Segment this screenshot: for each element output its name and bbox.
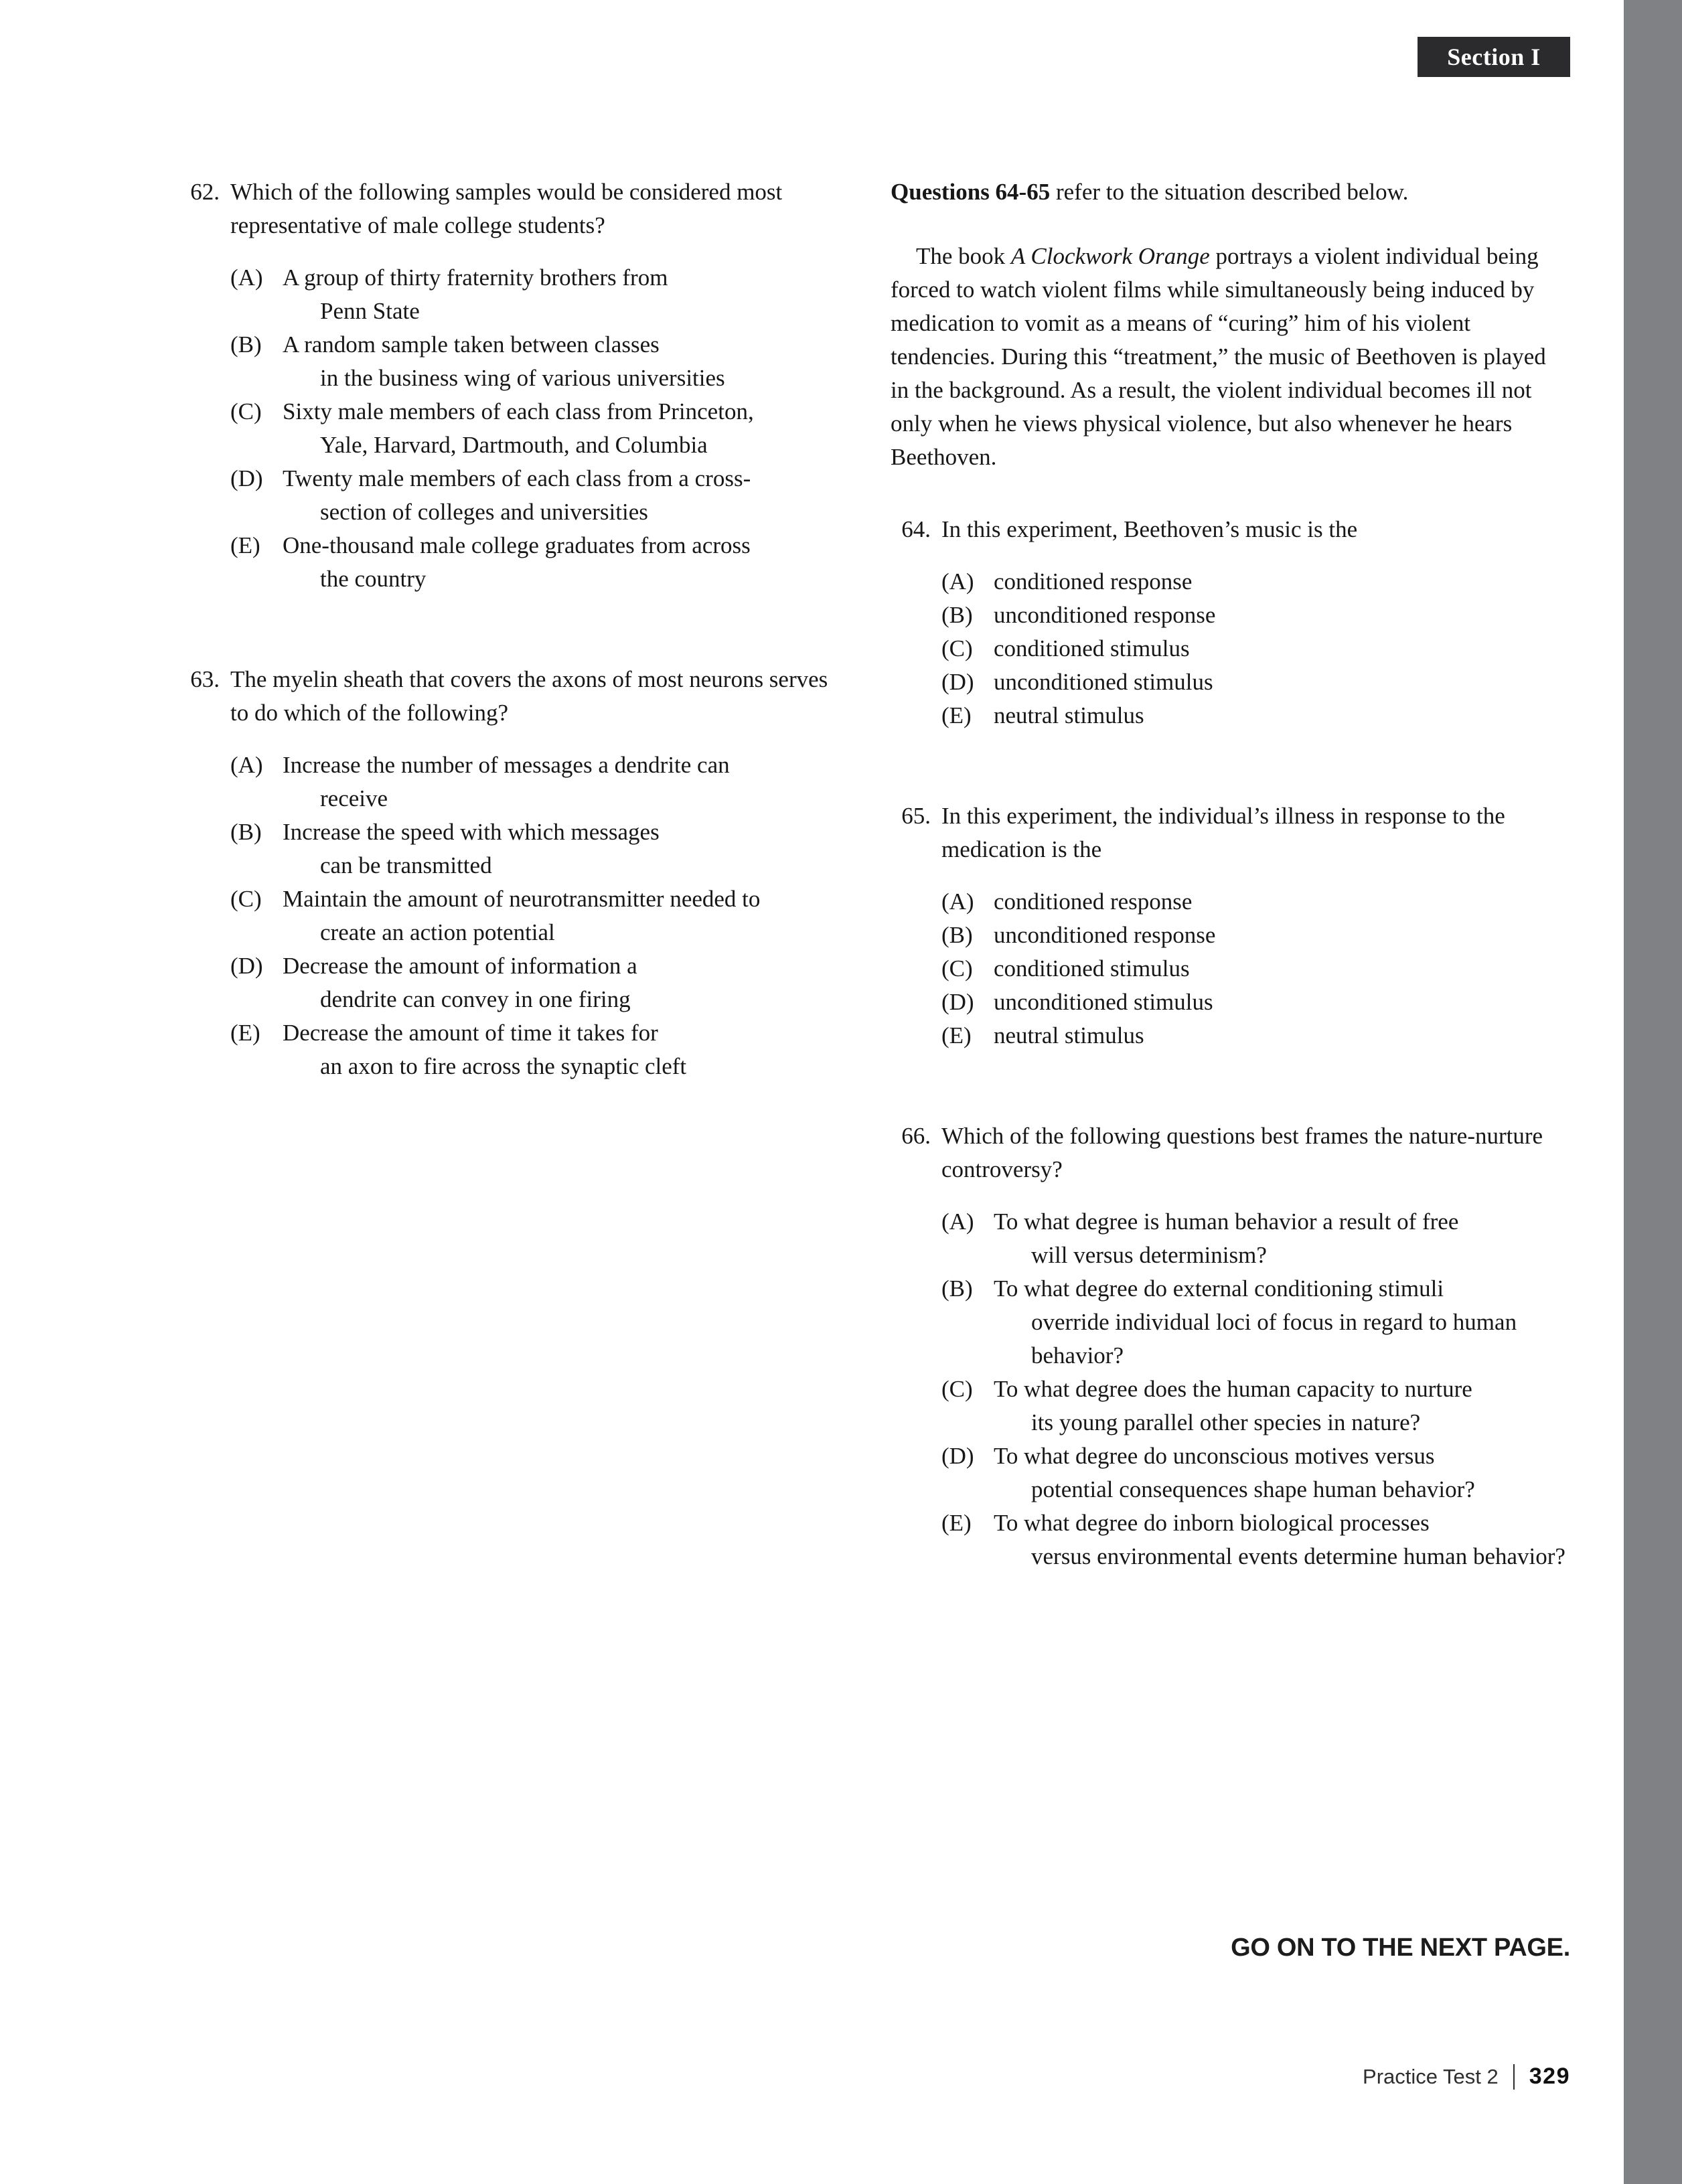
question-63-choices — [179, 749, 849, 1083]
choice-65-a[interactable] — [941, 885, 1567, 919]
choice-text-line1: One-thousand male college graduates from across — [283, 532, 751, 558]
choice-letter: (B) — [941, 1275, 973, 1302]
choice-text-line1: unconditioned stimulus — [994, 669, 1213, 695]
choice-letter: (E) — [941, 1510, 972, 1536]
choice-text-line2: section of colleges and universities — [320, 499, 648, 525]
choice-text-line2: override individual loci of focus in regard to human behavior? — [1031, 1309, 1517, 1369]
choice-text-line1: unconditioned response — [994, 602, 1216, 628]
section-badge-label: Section I — [1447, 44, 1541, 70]
choice-letter: (E) — [230, 1020, 260, 1046]
passage-body-part2: portrays a violent individual being forced to watch violent films while simultaneously being induced by medication to vomit as a means of “curing” him of his violent tendencies. During this “treatment,” the music of Beethoven is played in the background. As a result, the violent individual becomes ill not only when he views physical violence, but also whenever he hears Beethoven. — [891, 243, 1546, 470]
choice-text-line1: A group of thirty fraternity brothers from — [283, 264, 668, 291]
choice-letter: (A) — [941, 888, 974, 915]
choice-text-line1: Maintain the amount of neurotransmitter needed to — [283, 886, 761, 912]
choice-text-line1: conditioned stimulus — [994, 635, 1190, 661]
choice-letter: (A) — [941, 568, 974, 595]
choice-text-line1: To what degree do inborn biological processes — [994, 1510, 1430, 1536]
choice-text-line1: Decrease the amount of time it takes for — [283, 1020, 658, 1046]
choice-66-e[interactable] — [941, 1506, 1567, 1573]
left-column — [179, 175, 849, 1121]
question-66-stem-wrap — [891, 1119, 1567, 1186]
choice-letter: (B) — [230, 819, 262, 845]
question-64 — [891, 513, 1567, 732]
question-gap — [891, 1090, 1567, 1119]
choice-62-e[interactable] — [230, 529, 849, 596]
choice-text-line2: in the business wing of various universities — [320, 365, 725, 391]
choice-62-b[interactable] — [230, 328, 849, 395]
footer-divider — [1513, 2064, 1515, 2090]
right-gutter-band — [1624, 0, 1682, 2184]
choice-63-c[interactable] — [230, 882, 849, 949]
choice-65-d[interactable] — [941, 986, 1567, 1019]
choice-text-line2: dendrite can convey in one firing — [320, 986, 631, 1012]
choice-text-line1: unconditioned response — [994, 922, 1216, 948]
question-64-stem-wrap — [891, 513, 1567, 546]
choice-letter: (A) — [230, 752, 263, 778]
choice-63-d[interactable] — [230, 949, 849, 1016]
passage-header-bold: Questions 64-65 — [891, 179, 1051, 205]
go-on-to-next-page-notice — [0, 1934, 1570, 1962]
choice-text-line2: Yale, Harvard, Dartmouth, and Columbia — [320, 432, 708, 458]
choice-64-c[interactable] — [941, 632, 1567, 666]
question-63 — [179, 663, 849, 1083]
choice-letter: (E) — [230, 532, 260, 558]
footer-page-number: 329 — [1529, 2063, 1570, 2089]
question-65-stem-wrap — [891, 799, 1567, 866]
choice-62-d[interactable] — [230, 462, 849, 529]
question-63-number: 63. — [190, 666, 220, 692]
choice-64-e[interactable] — [941, 699, 1567, 732]
question-64-number: 64. — [901, 516, 931, 542]
choice-letter: (D) — [941, 989, 974, 1015]
question-63-stem: The myelin sheath that covers the axons of most neurons serves to do which of the following? — [230, 666, 828, 726]
question-63-stem-wrap — [179, 663, 849, 730]
footer-test-label: Practice Test 2 — [1363, 2064, 1499, 2088]
choice-letter: (D) — [230, 465, 263, 491]
choice-text-line1: To what degree do unconscious motives versus — [994, 1443, 1435, 1469]
passage-body — [891, 240, 1567, 474]
choice-text-line1: A random sample taken between classes — [283, 331, 660, 358]
choice-text-line1: Sixty male members of each class from Princeton, — [283, 398, 754, 424]
choice-letter: (B) — [941, 922, 973, 948]
question-65-choices — [891, 885, 1567, 1052]
choice-text-line1: neutral stimulus — [994, 1022, 1144, 1048]
question-65-number: 65. — [901, 803, 931, 829]
choice-text-line2: will versus determinism? — [1031, 1242, 1267, 1268]
choice-64-b[interactable] — [941, 599, 1567, 632]
passage-header — [891, 175, 1567, 209]
choice-text-line2: create an action potential — [320, 919, 555, 945]
choice-66-d[interactable] — [941, 1439, 1567, 1506]
section-badge — [1418, 37, 1570, 77]
question-62-stem-wrap — [179, 175, 849, 242]
choice-text-line2: the country — [320, 566, 427, 592]
choice-62-c[interactable] — [230, 395, 849, 462]
passage-book-title: A Clockwork Orange — [1010, 243, 1210, 269]
choice-66-a[interactable] — [941, 1205, 1567, 1272]
choice-66-c[interactable] — [941, 1373, 1567, 1439]
two-column-body — [0, 175, 1624, 1889]
question-62-choices — [179, 261, 849, 596]
choice-text-line1: Increase the speed with which messages — [283, 819, 660, 845]
question-64-stem: In this experiment, Beethoven’s music is the — [941, 516, 1358, 542]
choice-65-b[interactable] — [941, 919, 1567, 952]
choice-63-b[interactable] — [230, 815, 849, 882]
choice-text-line1: To what degree does the human capacity to nurture — [994, 1376, 1472, 1402]
choice-text-line1: unconditioned stimulus — [994, 989, 1213, 1015]
question-gap — [179, 633, 849, 663]
next-page-label: GO ON TO THE NEXT PAGE. — [1231, 1934, 1570, 1962]
choice-letter: (C) — [230, 886, 262, 912]
choice-64-d[interactable] — [941, 666, 1567, 699]
choice-64-a[interactable] — [941, 565, 1567, 599]
choice-text-line1: conditioned response — [994, 568, 1193, 595]
choice-letter: (A) — [941, 1208, 974, 1235]
choice-text-line1: Decrease the amount of information a — [283, 953, 637, 979]
question-66-stem: Which of the following questions best frames the nature-nurture controversy? — [941, 1123, 1543, 1182]
choice-65-c[interactable] — [941, 952, 1567, 986]
choice-letter: (C) — [230, 398, 262, 424]
page-footer — [0, 2063, 1570, 2090]
choice-63-e[interactable] — [230, 1016, 849, 1083]
choice-text-line1: To what degree is human behavior a result of free — [994, 1208, 1459, 1235]
choice-text-line2: its young parallel other species in nature? — [1031, 1409, 1421, 1435]
choice-62-a[interactable] — [230, 261, 849, 328]
right-column — [891, 175, 1567, 1611]
question-62-number: 62. — [190, 179, 220, 205]
question-66-choices — [891, 1205, 1567, 1573]
question-66 — [891, 1119, 1567, 1573]
choice-letter: (C) — [941, 635, 973, 661]
choice-text-line1: conditioned stimulus — [994, 955, 1190, 982]
question-62 — [179, 175, 849, 596]
passage-body-part1: The book — [916, 243, 1011, 269]
choice-letter: (B) — [941, 602, 973, 628]
question-65-stem: In this experiment, the individual’s illness in response to the medication is the — [941, 803, 1505, 862]
choice-letter: (A) — [230, 264, 263, 291]
choice-letter: (B) — [230, 331, 262, 358]
choice-text-line2: can be transmitted — [320, 852, 492, 878]
choice-letter: (D) — [230, 953, 263, 979]
choice-text-line2: an axon to fire across the synaptic cleft — [320, 1053, 687, 1079]
choice-text-line1: Twenty male members of each class from a cross- — [283, 465, 751, 491]
choice-text-line1: neutral stimulus — [994, 702, 1144, 728]
choice-letter: (C) — [941, 1376, 973, 1402]
choice-text-line1: Increase the number of messages a dendrite can — [283, 752, 730, 778]
choice-text-line2: receive — [320, 785, 388, 811]
choice-letter: (E) — [941, 1022, 972, 1048]
question-65 — [891, 799, 1567, 1052]
choice-66-b[interactable] — [941, 1272, 1567, 1373]
question-64-choices — [891, 565, 1567, 732]
choice-63-a[interactable] — [230, 749, 849, 815]
passage-header-rest: refer to the situation described below. — [1050, 179, 1409, 205]
choice-text-line1: To what degree do external conditioning stimuli — [994, 1275, 1444, 1302]
question-66-number: 66. — [901, 1123, 931, 1149]
question-62-stem: Which of the following samples would be considered most representative of male college students? — [230, 179, 783, 238]
choice-text-line2: potential consequences shape human behavior? — [1031, 1476, 1475, 1502]
choice-text-line1: conditioned response — [994, 888, 1193, 915]
choice-text-line2: versus environmental events determine human behavior? — [1031, 1543, 1565, 1569]
choice-text-line2: Penn State — [320, 298, 420, 324]
choice-letter: (D) — [941, 1443, 974, 1469]
choice-letter: (D) — [941, 669, 974, 695]
choice-65-e[interactable] — [941, 1019, 1567, 1052]
choice-letter: (E) — [941, 702, 972, 728]
question-gap — [891, 770, 1567, 799]
choice-letter: (C) — [941, 955, 973, 982]
